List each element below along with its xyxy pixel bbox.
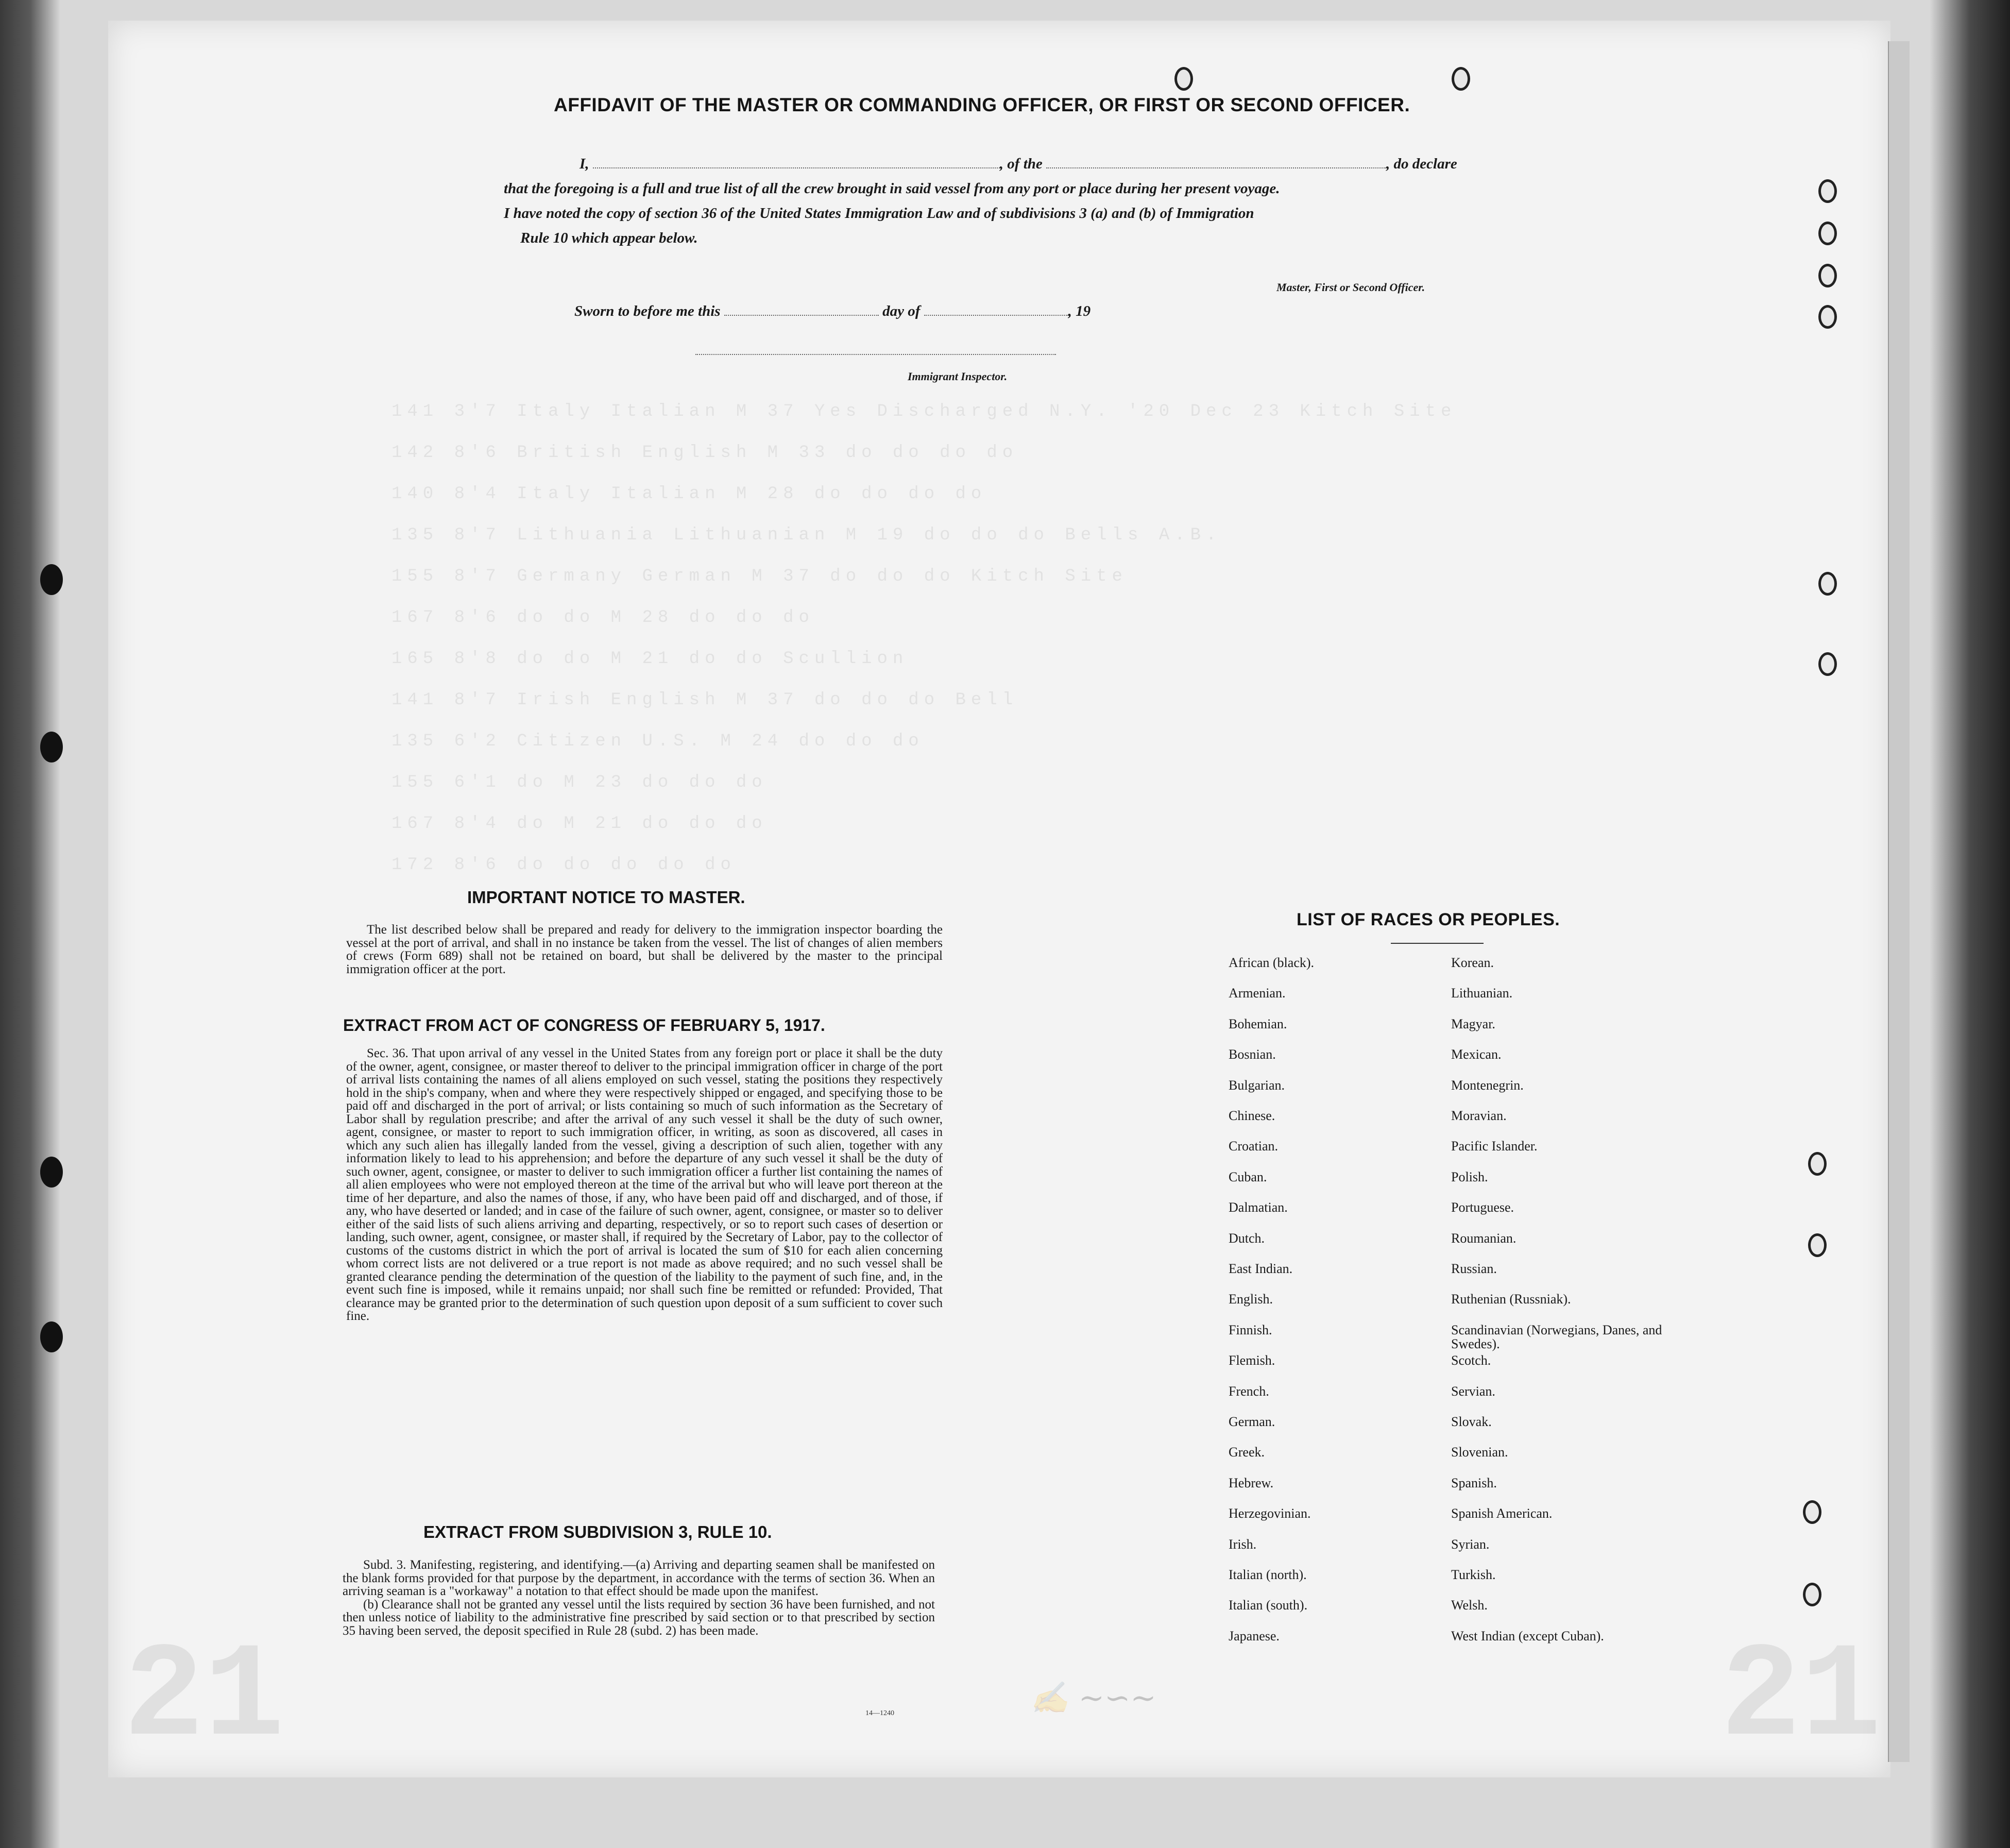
day-of-label: day of: [882, 303, 921, 319]
race-item-left: Dutch.: [1229, 1230, 1265, 1246]
binder-hole-icon: [40, 564, 63, 595]
race-item-right: Pacific Islander.: [1451, 1139, 1538, 1154]
notice-paragraph: The list described below shall be prepared and ready for delivery to the immigration inspector boarding the vessel at the port of arrival, and shall in no instance be taken from the vessel. The list of changes of alien members of crews (Form 689) shall not be retained on board, but shall be delivered by the master to the principal immigration officer at the port.: [346, 923, 943, 976]
race-item-right: Russian.: [1451, 1261, 1497, 1276]
race-item-left: French.: [1229, 1383, 1269, 1399]
extract-rule-title: EXTRACT FROM SUBDIVISION 3, RULE 10.: [423, 1522, 772, 1541]
ring-hole-icon: [1818, 572, 1837, 596]
extract-act-text: [346, 1047, 943, 1323]
page-edge: [1888, 41, 1910, 1762]
race-item-right: Lithuanian.: [1451, 986, 1513, 1001]
race-item-right: West Indian (except Cuban).: [1451, 1628, 1604, 1643]
do-declare-label: , do declare: [1386, 156, 1457, 172]
race-item-right: Slovenian.: [1451, 1445, 1508, 1460]
subd-3b-paragraph: (b) Clearance shall not be granted any vessel until the lists required by section 36 have been furnished, and not then unless notice of liability to the administrative fine prescribed by said section or to that prescribed by section 35 having been served, the deposit specified in Rule 28 (subd. 2) has been made.: [343, 1597, 935, 1638]
day-blank[interactable]: [724, 303, 879, 316]
race-item-right: Polish.: [1451, 1169, 1488, 1184]
race-item-left: Bosnian.: [1229, 1047, 1276, 1062]
race-item-right: Spanish.: [1451, 1475, 1497, 1490]
vessel-blank[interactable]: [1046, 156, 1386, 168]
race-item-left: Italian (north).: [1229, 1567, 1307, 1582]
race-item-left: African (black).: [1229, 955, 1315, 970]
of-the-label: , of the: [999, 156, 1043, 172]
affidavit-declaration: [580, 156, 1457, 173]
race-item-left: Greek.: [1229, 1445, 1265, 1460]
affidavit-line-2: that the foregoing is a full and true list of all the crew brought in said vessel from any port or place during her present voyage.: [504, 180, 1280, 197]
ring-hole-icon: [1174, 67, 1193, 91]
race-item-right: Korean.: [1451, 955, 1494, 970]
affidavit-title: AFFIDAVIT OF THE MASTER OR COMMANDING OFFICER, OR FIRST OR SECOND OFFICER.: [554, 94, 1410, 115]
ring-hole-icon: [1818, 179, 1837, 203]
race-item-right: Spanish American.: [1451, 1506, 1553, 1521]
month-blank[interactable]: [924, 303, 1068, 316]
race-item-right: Welsh.: [1451, 1598, 1488, 1613]
subd-3a-paragraph: Subd. 3. Manifesting, registering, and identifying.—(a) Arriving and departing seamen shall be manifested on the blank forms provided for that purpose by the department, in accordance with the terms of section 36. When an arriving seaman is a "workaway" a notation to that effect should be made upon the manifest.: [343, 1558, 935, 1598]
race-item-left: English.: [1229, 1292, 1273, 1307]
race-item-left: Armenian.: [1229, 986, 1286, 1001]
inspector-signature-blank[interactable]: [695, 343, 1056, 355]
race-item-left: Chinese.: [1229, 1108, 1275, 1123]
race-item-right: Portuguese.: [1451, 1200, 1514, 1215]
race-item-right: Roumanian.: [1451, 1230, 1517, 1246]
extract-act-title: EXTRACT FROM ACT OF CONGRESS OF FEBRUARY 5, 1917.: [343, 1016, 825, 1035]
handwritten-signature: ✍ ∼∽∼: [1030, 1680, 1156, 1716]
race-item-right: Montenegrin.: [1451, 1077, 1524, 1093]
race-item-right: Scotch.: [1451, 1353, 1491, 1368]
bleed-through: 141 3'7 Italy Italian M 37 Yes Discharged N.Y. '20 Dec 23 Kitch Site 142 8'6 British English M 33 do do do do 140 8'4 Italy Italian M 28 do do do do 135 8'7 Lithuania Lithuanian M 19 do do do Bells A.B. 155 8'7 Germany German M 37 do do do Kitch Site 167 8'6 do do M 28 do do do 165 8'8 do do M 21 do do Scullion 141 8'7 Irish English M 37 do do do Bell 135 6'2 Citizen U.S. M 24 do do do 155 6'1 do M 23 do do do 167 8'4 do M 21 do do do 172 8'6 do do do do do 21 21: [124, 402, 1882, 1774]
binder-hole-icon: [40, 1157, 63, 1188]
extract-rule-text: [343, 1558, 935, 1637]
master-signature-label: Master, First or Second Officer.: [1276, 281, 1425, 294]
affidavit-line-3: I have noted the copy of section 36 of the United States Immigration Law and of subdivisions 3 (a) and (b) of Immigration: [504, 205, 1254, 222]
race-item-right: Turkish.: [1451, 1567, 1496, 1582]
race-item-left: Dalmatian.: [1229, 1200, 1288, 1215]
race-item-left: Flemish.: [1229, 1353, 1275, 1368]
race-item-left: German.: [1229, 1414, 1275, 1429]
ring-hole-icon: [1808, 1152, 1827, 1176]
race-item-left: Hebrew.: [1229, 1475, 1274, 1490]
race-item-left: Italian (south).: [1229, 1598, 1308, 1613]
race-item-left: Irish.: [1229, 1536, 1257, 1552]
race-item-left: Finnish.: [1229, 1322, 1272, 1337]
race-item-left: Cuban.: [1229, 1169, 1267, 1184]
notice-text: [346, 923, 943, 976]
race-item-right: Moravian.: [1451, 1108, 1507, 1123]
section-36-paragraph: Sec. 36. That upon arrival of any vessel in the United States from any foreign port or place it shall be the duty of the owner, agent, consignee, or master thereof to deliver to the principal immigration officer in charge of the port of arrival lists containing the names of all aliens employed on such vessel, stating the positions they respectively hold in the ship's company, when and where they were respectively shipped or engaged, and specifying those to be paid off and discharged in the port of arrival; or lists containing so much of such information as the Secretary of Labor shall by regulation prescribe; and after the arrival of any such vessel it shall be the duty of such owner, agent, consignee, or master to report to such immigration officer, in writing, as soon as discovered, all cases in which any such alien has illegally landed from the vessel, giving a description of such alien, together with any information likely to lead to his apprehension; and before the departure of any such vessel it shall be the duty of such owner, agent, consignee, or master to deliver to such immigration officer a further list containing the names of all alien employees who were not employed thereon at the time of the arrival but who will leave port thereon at the time of her departure, and also the names of those, if any, who have been paid off and discharged, and of those, if any, who have deserted or landed; and in case of the failure of such owner, agent, consignee, or master so to deliver either of the said lists of such aliens arriving and departing, respectively, or so to report such cases of desertion or landing, such owner, agent, consignee, or master shall, if required by the Secretary of Labor, pay to the collector of customs of the customs district in which the port of arrival is located the sum of $10 for each alien concerning whom correct lists are not delivered or a true report is not made as above required; and no such vessel shall be granted clearance pending the determination of the question of the liability to the payment of such fine, and, in the event such fine is imposed, while it remains unpaid; nor shall such fine be remitted or refunded: Provided, That clearance may be granted prior to the determination of such question upon deposit of a sum sufficient to cover such fine.: [346, 1046, 943, 1323]
ring-hole-icon: [1452, 67, 1470, 91]
race-item-left: Japanese.: [1229, 1628, 1280, 1643]
race-item-right: Ruthenian (Russniak).: [1451, 1292, 1571, 1307]
year-label: , 19: [1068, 303, 1091, 319]
form-number: 14—1240: [865, 1709, 894, 1717]
ring-hole-icon: [1803, 1583, 1821, 1606]
race-item-left: Croatian.: [1229, 1139, 1279, 1154]
race-item-left: Bulgarian.: [1229, 1077, 1285, 1093]
race-item-left: East Indian.: [1229, 1261, 1293, 1276]
ring-hole-icon: [1808, 1233, 1827, 1257]
race-item-right: Magyar.: [1451, 1016, 1495, 1031]
race-item-left: Bohemian.: [1229, 1016, 1287, 1031]
notice-title: IMPORTANT NOTICE TO MASTER.: [467, 888, 745, 907]
race-item-right: Syrian.: [1451, 1536, 1490, 1552]
ring-hole-icon: [1818, 264, 1837, 287]
race-item-right: Scandinavian (Norwegians, Danes, and Swedes).: [1451, 1322, 1662, 1351]
races-title-rule: [1391, 943, 1484, 944]
inspector-label: Immigrant Inspector.: [908, 370, 1008, 383]
binder-hole-icon: [40, 1321, 63, 1352]
sworn-label: Sworn to before me this: [574, 303, 721, 319]
sworn-line: [574, 303, 1091, 320]
ring-hole-icon: [1818, 222, 1837, 245]
name-blank[interactable]: [593, 156, 1000, 168]
i-label: I,: [580, 156, 589, 172]
ring-hole-icon: [1803, 1500, 1821, 1524]
ring-hole-icon: [1818, 652, 1837, 676]
races-title: LIST OF RACES OR PEOPLES.: [1297, 910, 1560, 929]
race-item-right: Mexican.: [1451, 1047, 1502, 1062]
ring-hole-icon: [1818, 305, 1837, 329]
affidavit-line-4: Rule 10 which appear below.: [520, 230, 698, 246]
race-item-left: Herzegovinian.: [1229, 1506, 1311, 1521]
race-item-right: Servian.: [1451, 1383, 1495, 1399]
race-item-right: Slovak.: [1451, 1414, 1492, 1429]
binder-hole-icon: [40, 732, 63, 762]
